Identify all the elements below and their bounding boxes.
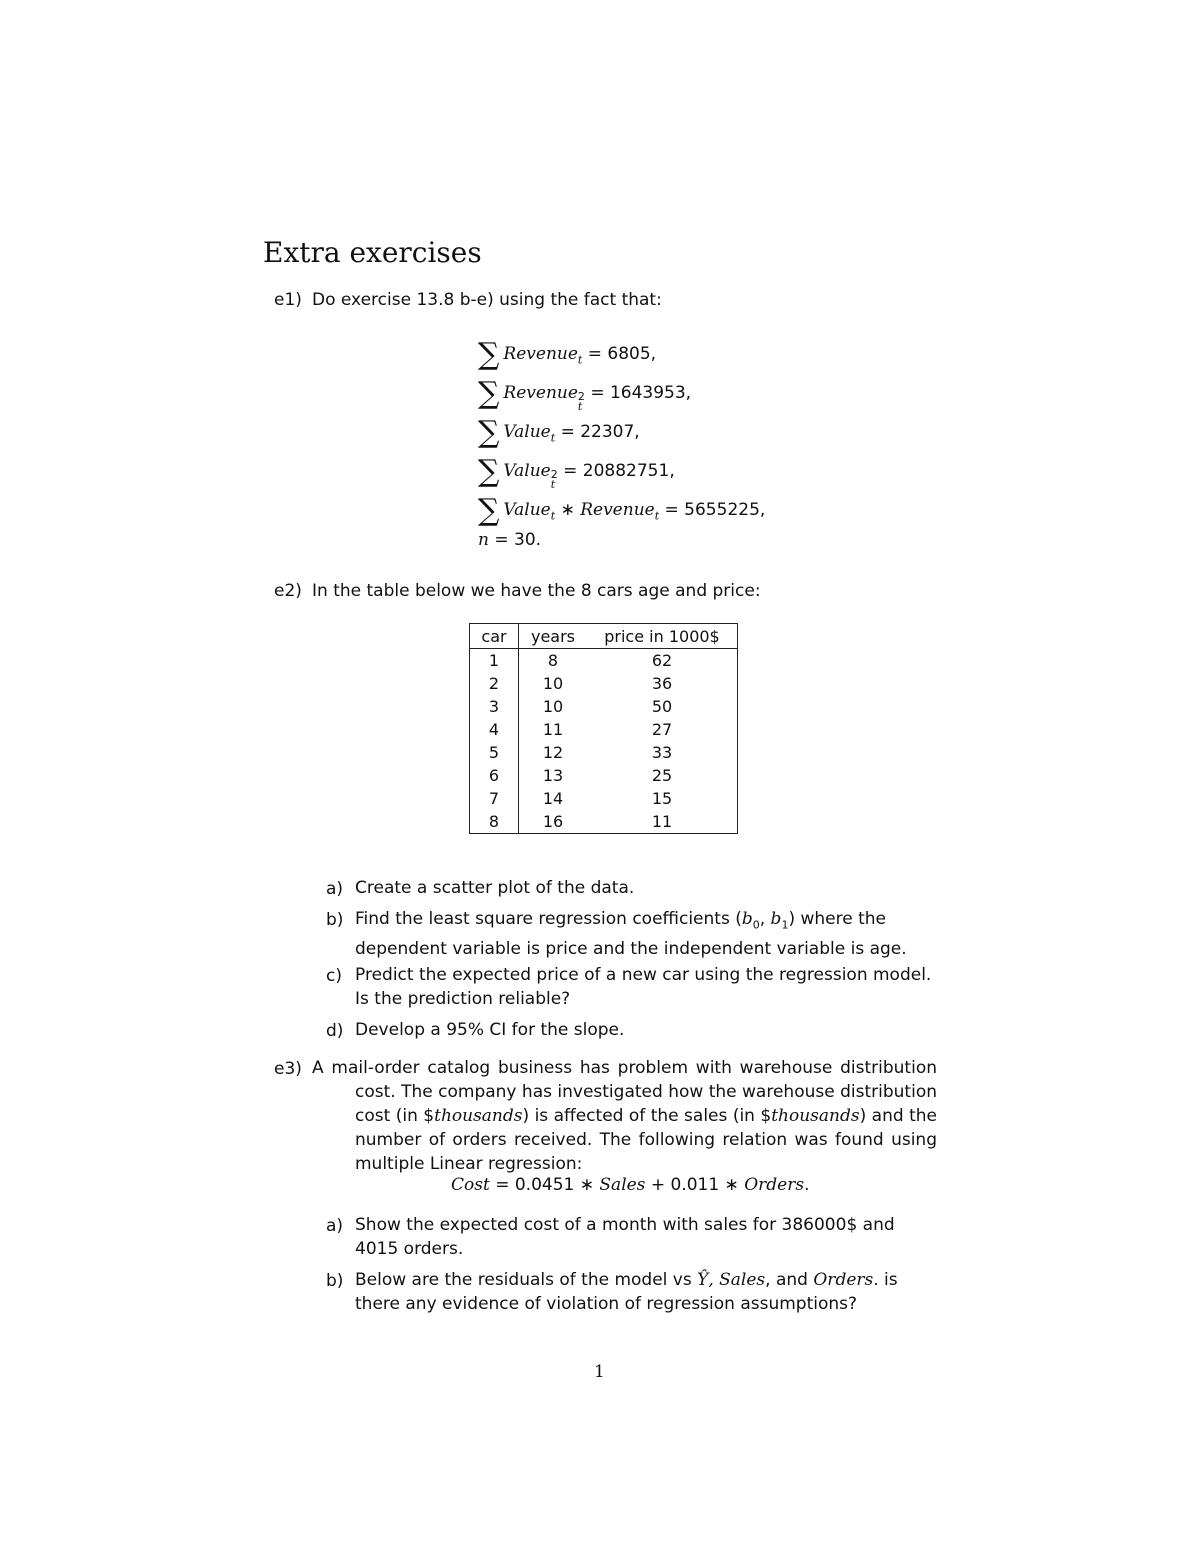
cell-years: 11: [542, 720, 564, 739]
exercise-e1-text: Do exercise 13.8 b-e) using the fact that:: [312, 290, 662, 310]
cell-price: 36: [651, 674, 673, 693]
sigma-symbol: ∑: [478, 376, 500, 411]
cell-price: 50: [651, 697, 673, 716]
table-row: [470, 764, 738, 787]
cell-car: 4: [470, 718, 519, 741]
cell-years: 16: [542, 812, 564, 831]
cell-car: 5: [470, 741, 519, 764]
cars-table: [469, 623, 738, 834]
e3-item-a-text: Show the expected cost of a month with sales for 386000$ and 4015 orders.: [355, 1215, 895, 1259]
cell-price: 25: [651, 766, 673, 785]
sigma-symbol: ∑: [478, 493, 500, 528]
cell-price: 15: [651, 789, 673, 808]
cell-car: 8: [470, 810, 519, 834]
cell-car: 3: [470, 695, 519, 718]
sum-value-times-revenue: ∑ Value$_t$ ∗ Revenue$_t$ = 5655225,: [478, 493, 766, 528]
sum-value-squared: ∑ Value 2 t = 20882751,: [478, 454, 675, 491]
header-car: car: [470, 624, 519, 649]
cell-price: 33: [651, 743, 673, 762]
sample-size: n = 30.: [478, 530, 542, 550]
cell-car: 1: [470, 649, 519, 673]
e2-item-a-text: Create a scatter plot of the data.: [355, 878, 635, 898]
e3-item-b-label: b): [326, 1271, 344, 1291]
cell-years: 10: [542, 697, 564, 716]
sigma-symbol: ∑: [478, 337, 500, 372]
e2-item-b-label: b): [326, 910, 344, 930]
e2-item-b-text: Find the least square regression coefficients ($b_0$, $b_1$) where the dependent variable is price and the independent variable is age.: [355, 909, 907, 960]
table-row: [470, 695, 738, 718]
e3-item-a-label: a): [326, 1216, 344, 1236]
sum-revenue-squared: ∑ Revenue 2 t = 1643953,: [478, 376, 692, 413]
sum-value: ∑ Value$_t$ = 22307,: [478, 415, 640, 450]
sigma-symbol: ∑: [478, 415, 500, 450]
sum-revenue: ∑ Revenue$_t$ = 6805,: [478, 337, 657, 372]
cell-years: 13: [542, 766, 564, 785]
e2-item-a-label: a): [326, 879, 344, 899]
page-title: Extra exercises: [263, 236, 482, 269]
table-row: [470, 787, 738, 810]
exercise-e2-text: In the table below we have the 8 cars age and price:: [312, 581, 761, 601]
page-number: 1: [594, 1362, 605, 1382]
table-row: [470, 741, 738, 764]
sigma-symbol: ∑: [478, 454, 500, 489]
e2-item-d-text: Develop a 95% CI for the slope.: [355, 1020, 625, 1040]
cell-price: 62: [651, 651, 673, 670]
cell-years: 14: [542, 789, 564, 808]
e3-item-b-text: Below are the residuals of the model vs Ŷ, Sales, and Orders. is there any evidence of violation of regression assumptions?: [355, 1270, 898, 1314]
cell-years: 12: [542, 743, 564, 762]
cell-years: 10: [542, 674, 564, 693]
cell-car: 6: [470, 764, 519, 787]
exercise-e3-text: A mail-order catalog business has problem with warehouse distribution cost. The company has investigated how the warehouse distribution cost (in $thousands) is affected of the sales (in $thousands) and the number of orders received. The following relation was found using multiple Linear regression:: [312, 1058, 937, 1174]
header-price: price in 1000$: [587, 624, 738, 649]
table-header-row: [470, 624, 738, 649]
e2-item-c-text: Predict the expected price of a new car using the regression model. Is the prediction reliable?: [355, 965, 932, 1009]
table-row: [470, 672, 738, 695]
exercise-e2-label: e2): [274, 581, 302, 601]
table-row: [470, 649, 738, 673]
cell-years: 8: [547, 651, 559, 670]
cell-car: 7: [470, 787, 519, 810]
e2-item-d-label: d): [326, 1021, 344, 1041]
e2-item-c-label: c): [326, 966, 342, 986]
cell-price: 27: [651, 720, 673, 739]
table-row: [470, 718, 738, 741]
exercise-e1-label: e1): [274, 290, 302, 310]
table-row: [470, 810, 738, 834]
cell-car: 2: [470, 672, 519, 695]
cell-price: 11: [651, 812, 673, 831]
exercise-e3-label: e3): [274, 1059, 302, 1079]
header-years: years: [519, 624, 588, 649]
regression-formula: Cost = 0.0451 ∗ Sales + 0.011 ∗ Orders.: [451, 1175, 810, 1195]
